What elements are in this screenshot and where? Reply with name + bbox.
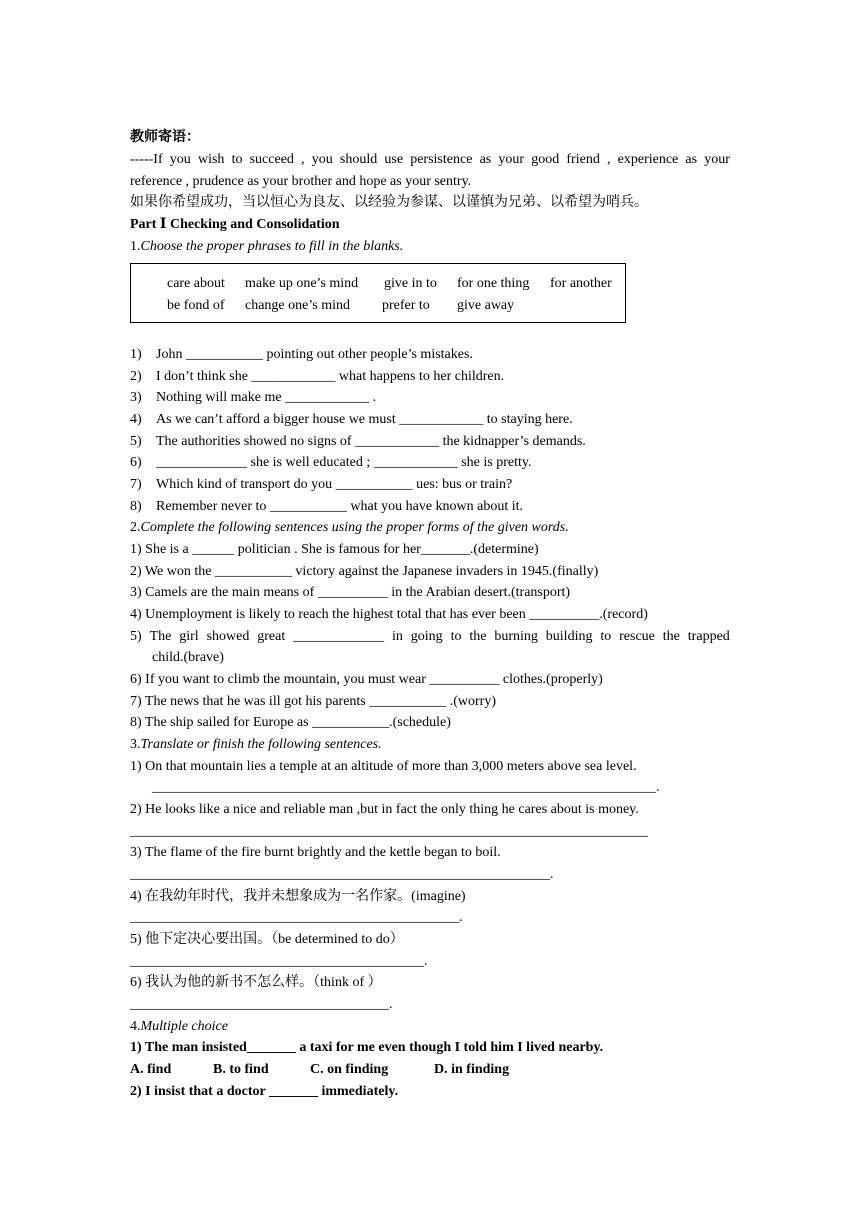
phrase: make up one’s mind — [245, 276, 359, 291]
s1-item — [130, 411, 573, 429]
quote-chinese: 如果你希望成功，当以恒心为良友、以经验为参谋、以谨慎为兄弟、以希望为哨兵。 — [130, 195, 648, 210]
item-text: _____________ she is well educated ; ____________ she is pretty. — [156, 455, 532, 470]
s2-item: 2) We won the ___________ victory against the Japanese invaders in 1945.(finally) — [130, 564, 599, 579]
s1-item — [130, 476, 512, 494]
answer-line[interactable]: __________________________________________. — [130, 954, 428, 969]
section4-heading — [130, 1018, 228, 1036]
section2-number: 2. — [130, 520, 141, 535]
mc-option[interactable]: C. on finding — [310, 1062, 389, 1077]
item-text: Nothing will make me ____________ . — [156, 390, 377, 405]
answer-line[interactable]: ____________________________________________________________. — [130, 867, 554, 882]
item-number: 4) — [130, 412, 142, 427]
section1-number: 1. — [130, 239, 141, 254]
item-text: The authorities showed no signs of ____________ the kidnapper’s demands. — [156, 434, 586, 449]
answer-line[interactable]: _____________________________________. — [130, 997, 393, 1012]
s3-item: 2) He looks like a nice and reliable man ,but in fact the only thing he cares about is money. — [130, 802, 639, 817]
item-number: 3) — [130, 390, 142, 405]
teacher-message-title: 教师寄语： — [130, 130, 200, 145]
section4-number: 4. — [130, 1019, 141, 1034]
s2-item: 6) If you want to climb the mountain, you must wear __________ clothes.(properly) — [130, 672, 603, 687]
s2-item: 7) The news that he was ill got his parents ___________ .(worry) — [130, 694, 497, 709]
item-number: 8) — [130, 499, 142, 514]
s2-item-continuation: child.(brave) — [152, 650, 224, 665]
s1-item — [130, 346, 473, 364]
s3-item: 3) The flame of the fire burnt brightly and the kettle began to boil. — [130, 845, 501, 860]
quote-english-line-2: reference , prudence as your brother and hope as your sentry. — [130, 174, 472, 189]
quote-english-line-1: -----If you wish to succeed , you should use persistence as your good friend , experience as your — [130, 152, 730, 167]
phrase: for one thing — [457, 276, 530, 291]
section3-number: 3. — [130, 737, 141, 752]
item-text: I don’t think she ____________ what happens to her children. — [156, 369, 505, 384]
phrase: give in to — [384, 276, 437, 291]
item-text: As we can’t afford a bigger house we must ____________ to staying here. — [156, 412, 573, 427]
phrase: care about — [167, 276, 225, 291]
item-number: 5) — [130, 434, 142, 449]
s2-item: 5) The girl showed great _____________ in going to the burning building to rescue the trapped — [130, 629, 730, 644]
answer-line[interactable]: __________________________________________________________________________ — [130, 824, 648, 839]
phrase-box — [130, 263, 626, 323]
part1-heading: Part Ⅰ Checking and Consolidation — [130, 217, 340, 232]
s3-item: 1) On that mountain lies a temple at an altitude of more than 3,000 meters above sea level. — [130, 759, 637, 774]
s3-item: 4) 在我幼年时代，我并未想象成为一名作家。(imagine) — [130, 889, 466, 904]
s2-item: 4) Unemployment is likely to reach the highest total that has ever been __________.(record) — [130, 607, 648, 622]
section4-instruction: Multiple choice — [140, 1019, 228, 1034]
mc-option[interactable]: B. to find — [213, 1062, 269, 1077]
mc-question: 2) I insist that a doctor _______ immediately. — [130, 1084, 399, 1099]
answer-line[interactable]: ________________________________________________________________________. — [152, 780, 660, 795]
item-text: John ___________ pointing out other people’s mistakes. — [156, 347, 473, 362]
s1-item — [130, 368, 504, 386]
item-number: 1) — [130, 347, 142, 362]
phrase: change one’s mind — [245, 298, 350, 313]
phrase: prefer to — [382, 298, 430, 313]
phrase: for another — [550, 276, 612, 291]
s1-item — [130, 433, 586, 451]
answer-line[interactable]: _______________________________________________. — [130, 910, 463, 925]
phrase: be fond of — [167, 298, 225, 313]
section1-instruction: Choose the proper phrases to fill in the blanks. — [140, 239, 404, 254]
item-number: 6) — [130, 455, 142, 470]
s3-item: 5) 他下定决心要出国。（be determined to do） — [130, 932, 404, 947]
s1-item — [130, 454, 531, 472]
item-number: 2) — [130, 369, 142, 384]
s2-item: 1) She is a ______ politician . She is famous for her_______.(determine) — [130, 542, 539, 557]
s1-item — [130, 498, 523, 516]
section2-instruction: Complete the following sentences using the proper forms of the given words. — [140, 520, 569, 535]
phrase: give away — [457, 298, 515, 313]
mc-option[interactable]: D. in finding — [434, 1062, 510, 1077]
item-number: 7) — [130, 477, 142, 492]
section1-heading — [130, 238, 403, 256]
mc-option[interactable]: A. find — [130, 1062, 172, 1077]
item-text: Remember never to ___________ what you have known about it. — [156, 499, 524, 514]
s2-item: 3) Camels are the main means of __________ in the Arabian desert.(transport) — [130, 585, 571, 600]
item-text: Which kind of transport do you ___________ ues: bus or train? — [156, 477, 513, 492]
section2-heading — [130, 519, 569, 537]
s1-item — [130, 389, 376, 407]
section3-instruction: Translate or finish the following sentences. — [140, 737, 382, 752]
mc-question: 1) The man insisted_______ a taxi for me even though I told him I lived nearby. — [130, 1040, 604, 1055]
s2-item: 8) The ship sailed for Europe as ___________.(schedule) — [130, 715, 451, 730]
s3-item: 6) 我认为他的新书不怎么样。（think of ） — [130, 975, 382, 990]
section3-heading — [130, 736, 382, 754]
